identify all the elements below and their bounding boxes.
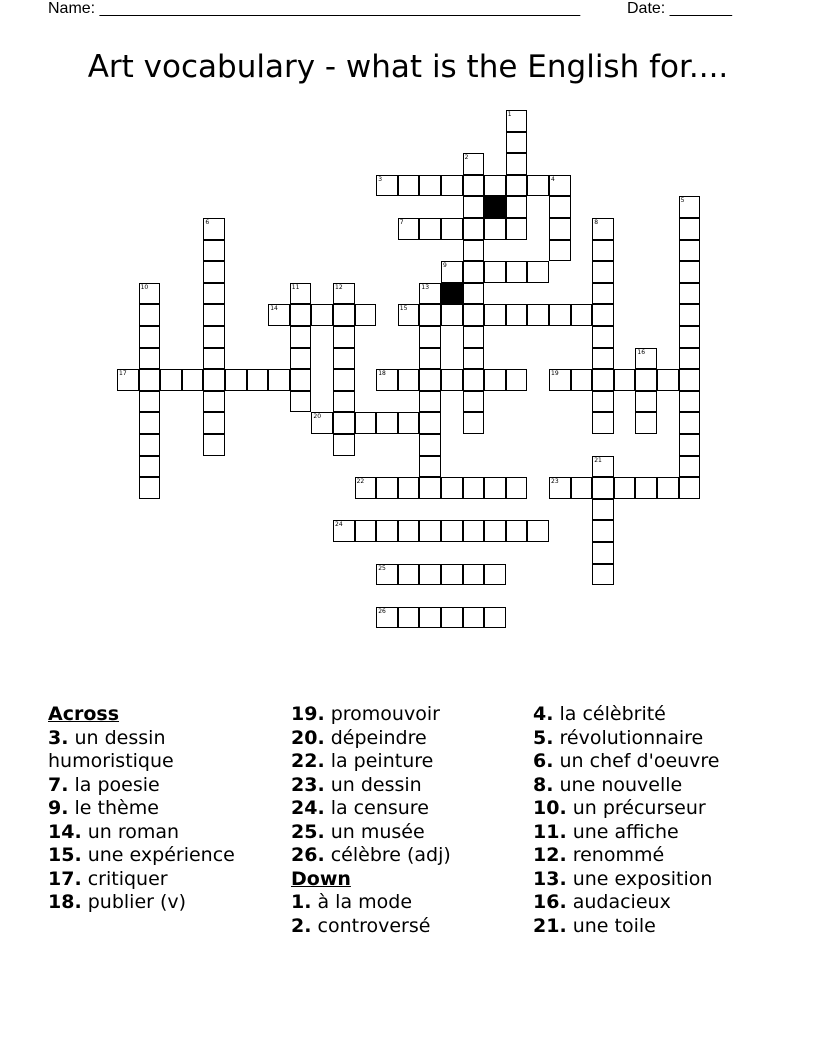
across-heading: Across bbox=[48, 703, 120, 725]
crossword-cell[interactable] bbox=[398, 607, 420, 629]
crossword-cell[interactable] bbox=[679, 304, 701, 326]
clue-down-8: 8. une nouvelle bbox=[533, 773, 683, 796]
crossword-cell[interactable] bbox=[333, 369, 355, 391]
name-line: Name: ______________________________________________________ bbox=[48, 0, 581, 17]
clue-across-22: 22. la peinture bbox=[291, 750, 434, 772]
crossword-cell[interactable] bbox=[463, 261, 485, 283]
crossword-cell[interactable] bbox=[203, 304, 225, 326]
crossword-cell[interactable] bbox=[549, 477, 571, 499]
crossword-cell[interactable] bbox=[376, 477, 398, 499]
clue-across-18: 18. publier (v) bbox=[48, 891, 187, 913]
crossword-cell[interactable] bbox=[419, 391, 441, 413]
crossword-cell[interactable] bbox=[679, 283, 701, 305]
clue-number: 23 bbox=[551, 478, 559, 486]
crossword-cell[interactable] bbox=[139, 304, 161, 326]
crossword-cell[interactable] bbox=[441, 607, 463, 629]
crossword-cell[interactable] bbox=[484, 520, 506, 542]
crossword-cell[interactable] bbox=[463, 196, 485, 218]
crossword-cell[interactable] bbox=[635, 477, 657, 499]
crossword-cell[interactable] bbox=[268, 369, 290, 391]
clue-across-17: 17. critiquer bbox=[48, 867, 168, 890]
crossword-cell[interactable] bbox=[463, 175, 485, 197]
crossword-cell[interactable] bbox=[333, 283, 355, 305]
crossword-cell[interactable] bbox=[506, 261, 528, 283]
crossword-cell[interactable] bbox=[290, 304, 312, 326]
crossword-cell[interactable] bbox=[527, 261, 549, 283]
crossword-cell[interactable] bbox=[549, 175, 571, 197]
crossword-cell[interactable] bbox=[333, 326, 355, 348]
crossword-cell[interactable] bbox=[592, 499, 614, 521]
clues-column-1 bbox=[48, 703, 283, 915]
crossword-cell[interactable] bbox=[355, 520, 377, 542]
crossword-cell[interactable] bbox=[592, 369, 614, 391]
crossword-cell[interactable] bbox=[679, 326, 701, 348]
clue-number: 22 bbox=[356, 478, 365, 486]
crossword-cell[interactable] bbox=[484, 607, 506, 629]
clue-down-10: 10. un précurseur bbox=[533, 797, 706, 819]
crossword-cell[interactable] bbox=[549, 196, 571, 218]
crossword-cell[interactable] bbox=[463, 391, 485, 413]
crossword-cell[interactable] bbox=[419, 218, 441, 240]
crossword-cell[interactable] bbox=[203, 348, 225, 370]
clue-number: 9 bbox=[443, 262, 447, 270]
crossword-cell[interactable] bbox=[139, 391, 161, 413]
crossword-cell[interactable] bbox=[441, 564, 463, 586]
crossword-cell[interactable] bbox=[527, 520, 549, 542]
crossword-cell[interactable] bbox=[614, 369, 636, 391]
crossword-cell[interactable] bbox=[419, 412, 441, 434]
crossword-cell[interactable] bbox=[376, 369, 398, 391]
clue-number: 11 bbox=[291, 283, 300, 291]
clue-number: 21 bbox=[594, 456, 602, 464]
crossword-cell[interactable] bbox=[441, 520, 463, 542]
crossword-cell[interactable] bbox=[419, 564, 441, 586]
crossword-cell[interactable] bbox=[203, 218, 225, 240]
crossword-cell[interactable] bbox=[398, 218, 420, 240]
clue-across-9: 9. le thème bbox=[48, 797, 159, 819]
clue-number: 5 bbox=[680, 197, 685, 205]
crossword-cell[interactable] bbox=[441, 261, 463, 283]
crossword-cell[interactable] bbox=[203, 434, 225, 456]
clue-across-23: 23. un dessin bbox=[291, 773, 422, 796]
crossword-cell[interactable] bbox=[203, 240, 225, 262]
crossword-cell[interactable] bbox=[506, 132, 528, 154]
clue-across-3: 3. un dessin humoristique bbox=[48, 726, 174, 772]
crossword-cell[interactable] bbox=[463, 607, 485, 629]
clue-number: 8 bbox=[594, 219, 599, 226]
crossword-cell[interactable] bbox=[614, 477, 636, 499]
crossword-cell[interactable] bbox=[139, 477, 161, 499]
crossword-cell[interactable] bbox=[506, 218, 528, 240]
crossword-cell[interactable] bbox=[679, 218, 701, 240]
crossword-cell[interactable] bbox=[463, 326, 485, 348]
clue-down-5: 5. révolutionnaire bbox=[533, 726, 704, 749]
crossword-cell[interactable] bbox=[592, 412, 614, 434]
crossword-cell[interactable] bbox=[139, 434, 161, 456]
crossword-cell[interactable] bbox=[463, 477, 485, 499]
crossword-cell[interactable] bbox=[203, 391, 225, 413]
crossword-cell[interactable] bbox=[203, 369, 225, 391]
crossword-cell[interactable] bbox=[355, 304, 377, 326]
crossword-cell[interactable] bbox=[203, 261, 225, 283]
clue-number: 19 bbox=[551, 370, 559, 378]
page-title: Art vocabulary - what is the English for.... bbox=[87, 49, 729, 85]
clue-down-13: 13. une exposition bbox=[533, 867, 713, 890]
crossword-cell[interactable] bbox=[463, 520, 485, 542]
crossword-cell[interactable] bbox=[419, 326, 441, 348]
crossword-cell[interactable] bbox=[679, 391, 701, 413]
crossword-cell[interactable] bbox=[290, 369, 312, 391]
crossword-cell[interactable] bbox=[376, 564, 398, 586]
crossword-cell[interactable] bbox=[592, 218, 614, 240]
crossword-cell[interactable] bbox=[592, 456, 614, 478]
crossword-cell[interactable] bbox=[506, 369, 528, 391]
crossword-cell[interactable] bbox=[290, 326, 312, 348]
crossword-cell[interactable] bbox=[484, 261, 506, 283]
crossword-cell[interactable] bbox=[592, 391, 614, 413]
clue-number: 4 bbox=[551, 175, 555, 183]
crossword-cell[interactable] bbox=[419, 607, 441, 629]
clues-column-2 bbox=[291, 703, 526, 938]
clue-down-16: 16. audacieux bbox=[533, 891, 671, 913]
crossword-cell[interactable] bbox=[311, 412, 333, 434]
clue-across-19: 19. promouvoir bbox=[291, 703, 440, 725]
clue-number: 10 bbox=[140, 283, 149, 291]
crossword-cell[interactable] bbox=[657, 369, 679, 391]
crossword-cell[interactable] bbox=[333, 304, 355, 326]
crossword-cell[interactable] bbox=[592, 326, 614, 348]
crossword-cell[interactable] bbox=[419, 348, 441, 370]
clue-number: 18 bbox=[378, 370, 386, 378]
crossword-cell[interactable] bbox=[463, 348, 485, 370]
crossword-cell[interactable] bbox=[333, 348, 355, 370]
crossword-cell[interactable] bbox=[463, 153, 485, 175]
clue-down-12: 12. renommé bbox=[533, 844, 665, 866]
crossword-cell[interactable] bbox=[679, 196, 701, 218]
crossword-cell[interactable] bbox=[592, 348, 614, 370]
crossword-cell[interactable] bbox=[398, 564, 420, 586]
crossword-block bbox=[484, 196, 506, 218]
crossword-cell[interactable] bbox=[203, 412, 225, 434]
clue-number: 13 bbox=[421, 283, 430, 291]
clue-number: 26 bbox=[378, 607, 386, 615]
crossword-cell[interactable] bbox=[679, 348, 701, 370]
crossword-cell[interactable] bbox=[419, 175, 441, 197]
crossword-cell[interactable] bbox=[635, 412, 657, 434]
crossword-cell[interactable] bbox=[679, 477, 701, 499]
crossword-cell[interactable] bbox=[419, 434, 441, 456]
clue-across-7: 7. la poesie bbox=[48, 773, 160, 796]
crossword-cell[interactable] bbox=[182, 369, 204, 391]
crossword-cell[interactable] bbox=[398, 175, 420, 197]
crossword-cell[interactable] bbox=[398, 412, 420, 434]
crossword-cell[interactable] bbox=[376, 175, 398, 197]
crossword-cell[interactable] bbox=[398, 369, 420, 391]
crossword-cell[interactable] bbox=[592, 261, 614, 283]
crossword-cell[interactable] bbox=[139, 456, 161, 478]
crossword-cell[interactable] bbox=[290, 391, 312, 413]
crossword-cell[interactable] bbox=[463, 240, 485, 262]
crossword-cell[interactable] bbox=[592, 564, 614, 586]
crossword-cell[interactable] bbox=[419, 369, 441, 391]
clue-number: 16 bbox=[637, 348, 646, 356]
clue-down-6: 6. un chef d'oeuvre bbox=[533, 750, 720, 772]
crossword-cell[interactable] bbox=[571, 304, 593, 326]
crossword-cell[interactable] bbox=[463, 304, 485, 326]
clue-down-4: 4. la célèbrité bbox=[533, 703, 666, 725]
crossword-cell[interactable] bbox=[463, 412, 485, 434]
crossword-cell[interactable] bbox=[290, 283, 312, 305]
crossword-cell[interactable] bbox=[268, 304, 290, 326]
clue-down-11: 11. une affiche bbox=[533, 820, 679, 843]
crossword-cell[interactable] bbox=[376, 607, 398, 629]
clues-column-3 bbox=[533, 703, 803, 938]
crossword-cell[interactable] bbox=[549, 369, 571, 391]
crossword-cell[interactable] bbox=[484, 218, 506, 240]
crossword-cell[interactable] bbox=[549, 218, 571, 240]
crossword-cell[interactable] bbox=[225, 369, 247, 391]
crossword-cell[interactable] bbox=[247, 369, 269, 391]
clue-number: 12 bbox=[335, 283, 343, 291]
crossword-cell[interactable] bbox=[527, 175, 549, 197]
crossword-cell[interactable] bbox=[679, 369, 701, 391]
crossword-cell[interactable] bbox=[333, 434, 355, 456]
crossword-cell[interactable] bbox=[463, 283, 485, 305]
crossword-cell[interactable] bbox=[592, 477, 614, 499]
crossword-cell[interactable] bbox=[571, 477, 593, 499]
crossword-cell[interactable] bbox=[635, 391, 657, 413]
crossword-cell[interactable] bbox=[592, 240, 614, 262]
clue-number: 25 bbox=[378, 564, 386, 572]
crossword-cell[interactable] bbox=[527, 304, 549, 326]
crossword-cell[interactable] bbox=[571, 369, 593, 391]
crossword-cell[interactable] bbox=[398, 477, 420, 499]
crossword-cell[interactable] bbox=[355, 477, 377, 499]
crossword-cell[interactable] bbox=[549, 304, 571, 326]
crossword-cell[interactable] bbox=[160, 369, 182, 391]
crossword-cell[interactable] bbox=[592, 304, 614, 326]
clue-number: 20 bbox=[313, 413, 322, 421]
crossword-cell[interactable] bbox=[635, 348, 657, 370]
crossword-cell[interactable] bbox=[484, 564, 506, 586]
crossword-cell[interactable] bbox=[333, 412, 355, 434]
clue-across-26: 26. célèbre (adj) bbox=[291, 844, 451, 866]
crossword-cell[interactable] bbox=[376, 412, 398, 434]
crossword-block bbox=[441, 283, 463, 305]
crossword-cell[interactable] bbox=[203, 326, 225, 348]
crossword-cell[interactable] bbox=[419, 283, 441, 305]
clue-across-25: 25. un musée bbox=[291, 820, 425, 843]
crossword-cell[interactable] bbox=[592, 542, 614, 564]
date-line: Date: _______ bbox=[627, 0, 732, 17]
clue-down-1: 1. à la mode bbox=[291, 891, 413, 913]
crossword-cell[interactable] bbox=[506, 196, 528, 218]
crossword-cell[interactable] bbox=[290, 348, 312, 370]
crossword-cell[interactable] bbox=[506, 175, 528, 197]
crossword-cell[interactable] bbox=[398, 304, 420, 326]
crossword-cell[interactable] bbox=[463, 564, 485, 586]
crossword-cell[interactable] bbox=[506, 304, 528, 326]
crossword-cell[interactable] bbox=[679, 240, 701, 262]
crossword-cell[interactable] bbox=[463, 369, 485, 391]
crossword-cell[interactable] bbox=[635, 369, 657, 391]
crossword-cell[interactable] bbox=[549, 240, 571, 262]
crossword-cell[interactable] bbox=[441, 477, 463, 499]
crossword-cell[interactable] bbox=[506, 520, 528, 542]
crossword-cell[interactable] bbox=[484, 477, 506, 499]
clue-number: 1 bbox=[507, 111, 512, 118]
clue-number: 6 bbox=[205, 219, 210, 226]
crossword-cell[interactable] bbox=[679, 261, 701, 283]
clue-across-15: 15. une expérience bbox=[48, 844, 235, 866]
crossword-cell[interactable] bbox=[463, 218, 485, 240]
crossword-cell[interactable] bbox=[376, 520, 398, 542]
crossword-cell[interactable] bbox=[679, 412, 701, 434]
clue-down-21: 21. une toile bbox=[533, 914, 656, 937]
crossword-cell[interactable] bbox=[139, 369, 161, 391]
crossword-cell[interactable] bbox=[203, 283, 225, 305]
crossword-cell[interactable] bbox=[117, 369, 139, 391]
clue-number: 24 bbox=[335, 521, 343, 529]
crossword-cell[interactable] bbox=[506, 110, 528, 132]
crossword-cell[interactable] bbox=[419, 520, 441, 542]
clue-number: 7 bbox=[399, 219, 404, 226]
crossword-cell[interactable] bbox=[484, 175, 506, 197]
clue-down-2: 2. controversé bbox=[291, 914, 431, 937]
crossword-cell[interactable] bbox=[679, 434, 701, 456]
clue-number: 14 bbox=[270, 305, 278, 313]
clue-number: 3 bbox=[378, 175, 383, 183]
crossword-cell[interactable] bbox=[484, 369, 506, 391]
clue-number: 15 bbox=[399, 305, 408, 313]
crossword-cell[interactable] bbox=[355, 412, 377, 434]
crossword-cell[interactable] bbox=[441, 175, 463, 197]
crossword-cell[interactable] bbox=[592, 283, 614, 305]
crossword-cell[interactable] bbox=[441, 304, 463, 326]
crossword-cell[interactable] bbox=[333, 520, 355, 542]
crossword-cell[interactable] bbox=[657, 477, 679, 499]
crossword-cell[interactable] bbox=[441, 218, 463, 240]
crossword-cell[interactable] bbox=[398, 520, 420, 542]
clue-across-24: 24. la censure bbox=[291, 797, 429, 819]
crossword-cell[interactable] bbox=[419, 304, 441, 326]
crossword-cell[interactable] bbox=[333, 391, 355, 413]
crossword-cell[interactable] bbox=[139, 348, 161, 370]
crossword-cell[interactable] bbox=[592, 520, 614, 542]
crossword-cell[interactable] bbox=[139, 283, 161, 305]
crossword-cell[interactable] bbox=[506, 477, 528, 499]
crossword-cell[interactable] bbox=[484, 304, 506, 326]
crossword-cell[interactable] bbox=[139, 412, 161, 434]
clue-number: 2 bbox=[464, 154, 469, 162]
down-heading: Down bbox=[291, 867, 351, 890]
crossword-cell[interactable] bbox=[506, 153, 528, 175]
clue-across-14: 14. un roman bbox=[48, 820, 180, 843]
crossword-cell[interactable] bbox=[679, 456, 701, 478]
crossword-cell[interactable] bbox=[419, 456, 441, 478]
crossword-cell[interactable] bbox=[311, 304, 333, 326]
crossword-cell[interactable] bbox=[139, 326, 161, 348]
clue-across-20: 20. dépeindre bbox=[291, 726, 427, 749]
crossword-cell[interactable] bbox=[441, 369, 463, 391]
crossword-cell[interactable] bbox=[419, 477, 441, 499]
clue-number: 17 bbox=[119, 370, 127, 378]
